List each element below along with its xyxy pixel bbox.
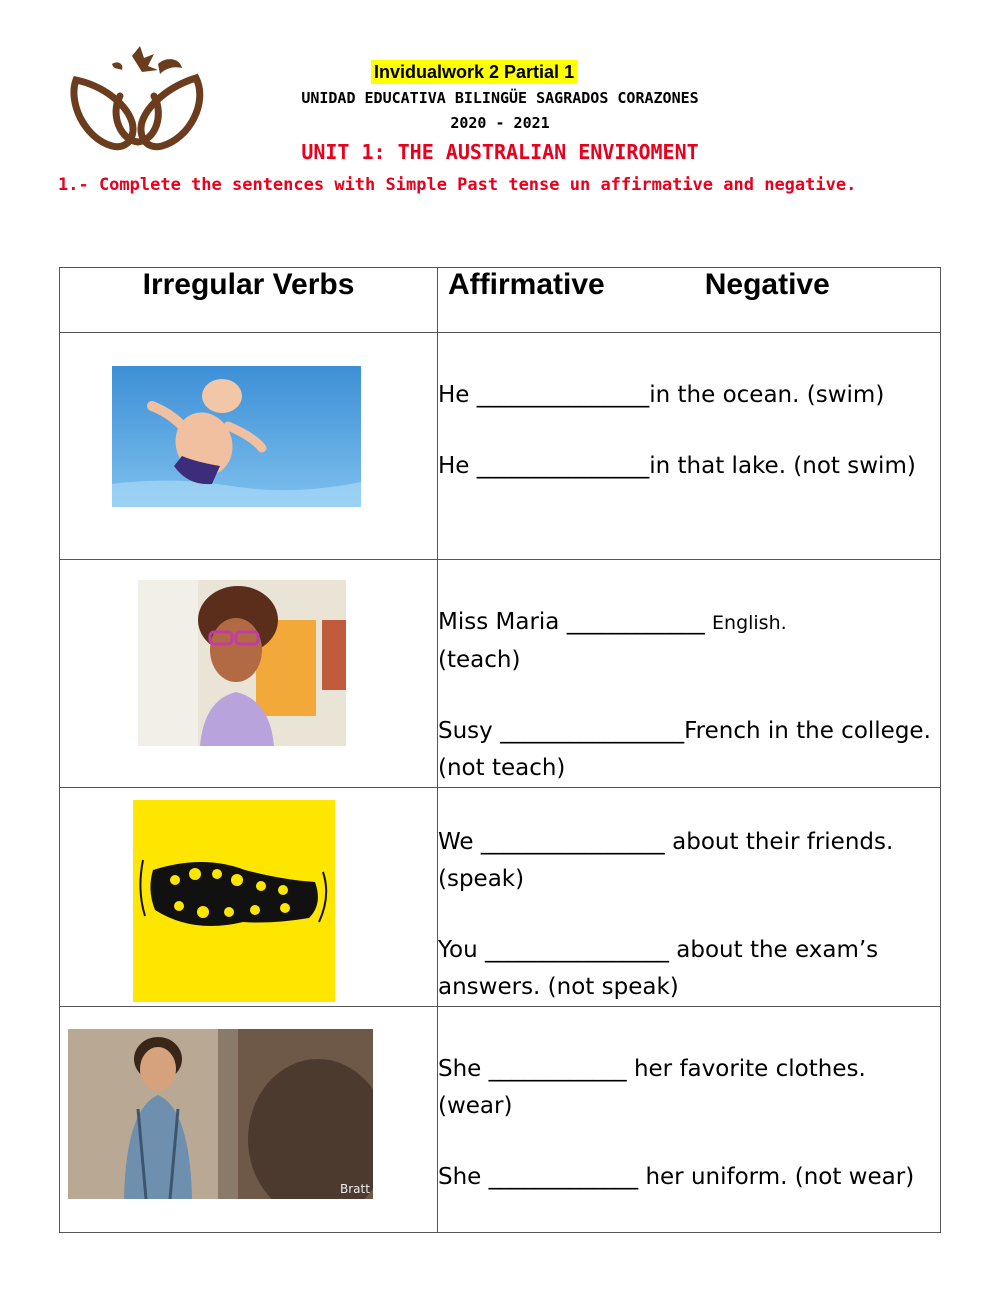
- affirmative-sentence: Miss Maria ____________ English. (teach): [438, 609, 787, 673]
- school-years: 2020 - 2021: [450, 114, 550, 132]
- header-irregular-verbs: Irregular Verbs: [60, 268, 438, 333]
- exercise-table: [59, 267, 941, 1233]
- image-cell: [60, 788, 438, 1007]
- header-affirmative: Affirmative: [448, 268, 605, 301]
- table-row: [60, 333, 941, 560]
- girl-wearing-clothes-image: [68, 1029, 373, 1199]
- image-cell: [60, 1007, 438, 1233]
- table-row: [60, 560, 941, 788]
- sentence-cell: [438, 560, 941, 788]
- school-name: UNIDAD EDUCATIVA BILINGÜE SAGRADOS CORAZONES: [301, 89, 699, 107]
- negative-sentence: You ________________ about the exam’s answers. (not speak): [438, 937, 879, 1000]
- sentence-cell: [438, 788, 941, 1007]
- sentence-cell: [438, 333, 941, 560]
- image-cell: [60, 560, 438, 788]
- affirmative-sentence: We ________________ about their friends. (speak): [438, 829, 894, 892]
- negative-sentence: Susy ________________French in the college. (not teach): [438, 718, 931, 781]
- negative-sentence: She _____________ her uniform. (not wear): [438, 1164, 915, 1190]
- header-affirmative-negative: [438, 268, 941, 333]
- header-negative: Negative: [704, 268, 830, 301]
- baby-swimming-image: [112, 366, 361, 507]
- table-row: [60, 1007, 941, 1233]
- mouth-speaking-image: [133, 800, 335, 1002]
- instruction-text: 1.- Complete the sentences with Simple Past tense un affirmative and negative.: [58, 175, 857, 195]
- affirmative-sentence: He _______________in the ocean. (swim): [438, 382, 885, 408]
- table-header-row: [60, 268, 941, 333]
- teacher-cartoon-image: [138, 580, 346, 746]
- sentence-cell: [438, 1007, 941, 1233]
- worksheet-title: Invidualwork 2 Partial 1: [371, 60, 577, 84]
- affirmative-sentence: She ____________ her favorite clothes. (wear): [438, 1056, 866, 1119]
- table-row: [60, 788, 941, 1007]
- image-cell: [60, 333, 438, 560]
- gif-watermark: Bratt: [340, 1182, 370, 1196]
- unit-title: UNIT 1: THE AUSTRALIAN ENVIROMENT: [301, 140, 699, 164]
- negative-sentence: He _______________in that lake. (not swim): [438, 453, 916, 479]
